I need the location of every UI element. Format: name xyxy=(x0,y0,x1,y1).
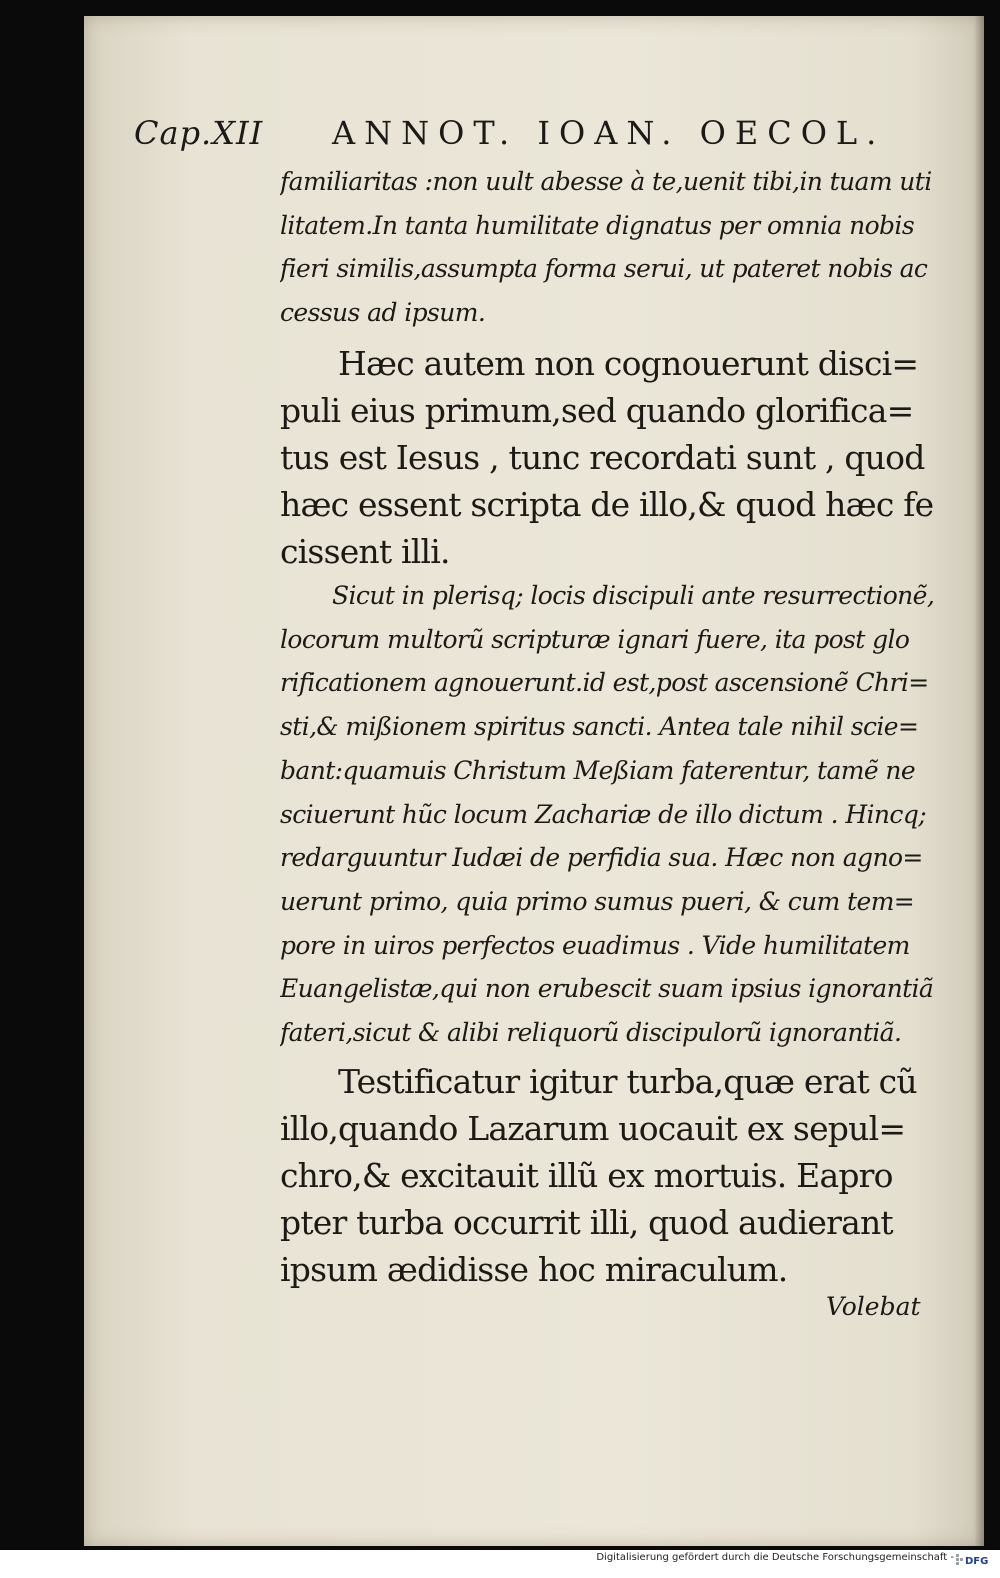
text-line: pore in uiros perfectos euadimus . Vide humilitatem xyxy=(280,930,910,960)
text-line: cessus ad ipsum. xyxy=(280,298,486,328)
funding-credit: Digitalisierung gefördert durch die Deutsche Forschungsgemeinschaft - xyxy=(596,1552,954,1563)
scripture-paragraph-1 xyxy=(280,340,940,575)
text-line: Hæc autem non cognouerunt disci= xyxy=(338,344,919,383)
text-line: Sicut in plerisq; locis discipuli ante resurrectionẽ, xyxy=(332,581,935,610)
text-line: sciuerunt hũc locum Zachariæ de illo dictum . Hincq; xyxy=(280,799,927,829)
text-line: fateri,sicut & alibi reliquorũ discipulorũ ignorantiã. xyxy=(280,1018,902,1048)
text-line: Euangelistæ,qui non erubescit suam ipsius ignorantiã xyxy=(280,974,934,1004)
text-line: puli eius primum,sed quando glorifica= xyxy=(280,391,914,430)
chapter-label: Cap.XII xyxy=(134,114,264,152)
page-edge-shadow xyxy=(974,16,984,1546)
running-title: ANNOT. IOAN. OECOL. xyxy=(332,114,886,152)
text-line: Testificatur igitur turba,quæ erat cũ xyxy=(338,1062,917,1101)
text-line: hæc essent scripta de illo,& quod hæc fe xyxy=(280,485,934,524)
commentary-paragraph-1 xyxy=(280,160,940,335)
running-head xyxy=(134,110,934,158)
text-line: bant:quamuis Christum Meßiam faterentur, tamẽ ne xyxy=(280,755,916,785)
text-line: pter turba occurrit illi, quod audierant xyxy=(280,1203,893,1242)
text-line: familiaritas :non uult abesse à te,uenit tibi,in tuam uti xyxy=(280,167,932,196)
text-line: uerunt primo, quia primo sumus pueri, & cum tem= xyxy=(280,886,915,916)
text-line: ipsum ædidisse hoc miraculum. xyxy=(280,1250,788,1289)
text-line: litatem.In tanta humilitate dignatus per omnia nobis xyxy=(280,210,915,240)
text-line: locorum multorũ scripturæ ignari fuere, ita post glo xyxy=(280,624,910,654)
scripture-paragraph-2 xyxy=(280,1058,940,1293)
text-line: redarguuntur Iudæi de perfidia sua. Hæc non agno= xyxy=(280,843,923,873)
catchword: Volebat xyxy=(826,1292,921,1321)
commentary-paragraph-2 xyxy=(280,574,940,1055)
dfg-logo-text: DFG xyxy=(965,1556,989,1567)
text-line: fieri similis,assumpta forma serui, ut pateret nobis ac xyxy=(280,254,928,284)
text-line: sti,& mißionem spiritus sancti. Antea tale nihil scie= xyxy=(280,712,919,742)
text-line: rificationem agnouerunt.id est,post ascensionẽ Chri= xyxy=(280,668,929,698)
text-line: cissent illi. xyxy=(280,532,450,571)
dfg-logo-icon xyxy=(956,1553,996,1567)
text-line: tus est Iesus , tunc recordati sunt , quod xyxy=(280,438,925,477)
text-line: illo,quando Lazarum uocauit ex sepul= xyxy=(280,1109,906,1148)
text-line: chro,& excitauit illũ ex mortuis. Eapro xyxy=(280,1156,893,1195)
